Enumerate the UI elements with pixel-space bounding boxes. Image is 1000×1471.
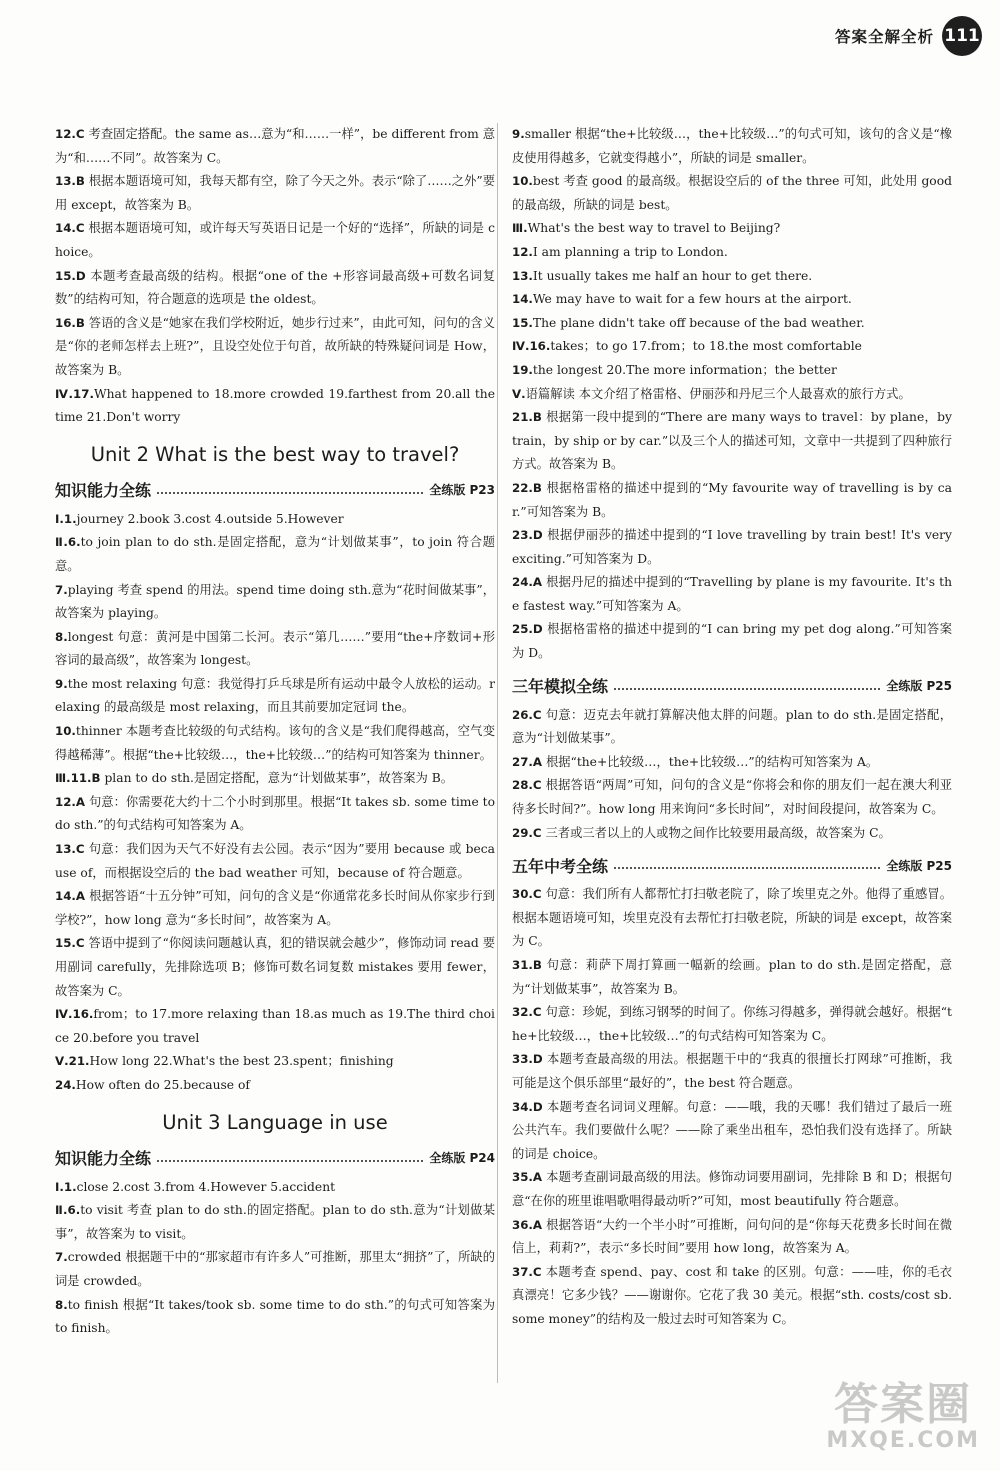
answer-entry — [55, 123, 495, 170]
answer-entry — [512, 524, 952, 571]
section-page-ref: 全练版 P24 — [429, 1151, 495, 1166]
answer-text: the most relaxing 句意：我觉得打乒乓球是所有运动中最令人放松的运动。relaxing 的最高级是 most relaxing，而且其前要加定冠词 the。 — [55, 676, 495, 715]
answer-entry — [512, 288, 952, 312]
answer-number: 22.B — [512, 480, 542, 495]
answer-text: I am planning a trip to London. — [532, 244, 728, 259]
answer-entry — [512, 359, 952, 383]
section-header-zhishi-1 — [55, 476, 495, 504]
answer-text: thinner 本题考查比较级的句式结构。该句的含义是“我们爬得越高，空气变得越稀薄”。根据“the+比较级…，the+比较级…”的结构可知答案为 thinner。 — [55, 724, 495, 762]
section-name: 知识能力全练 — [55, 1149, 152, 1169]
answer-entry — [512, 1001, 952, 1048]
answer-entry — [55, 312, 495, 383]
answer-number: 12. — [512, 244, 533, 259]
answer-number: 37.C — [512, 1264, 542, 1279]
answer-number: 24. — [55, 1077, 76, 1092]
answer-number: 14.C — [55, 221, 85, 236]
answer-text: 本题考查最高级的结构。根据“one of the +形容词最高级+可数名词复数”的结构可知，符合题意的选项是 the oldest。 — [55, 268, 495, 307]
answer-text: 根据格雷格的描述中提到的“I can bring my pet dog along.”可知答案为 D。 — [512, 622, 952, 661]
answer-text: 根据答语“两周”可知，问句的含义是“你将会和你的朋友们一起在澳大利亚待多长时间?”。how long 用来询问“多长时间”，对时间段提问，故答案为 C。 — [512, 778, 952, 817]
left-entries-a — [55, 123, 495, 430]
answer-entry — [55, 885, 495, 932]
answer-text: 根据格雷格的描述中提到的“My favourite way of travelling is by car.”可知答案为 B。 — [512, 480, 952, 519]
answer-entry — [512, 123, 952, 170]
answer-number: 15.D — [55, 268, 86, 283]
section-header-sannian — [512, 672, 952, 700]
answer-number: 13.B — [55, 174, 85, 189]
answer-number: Ⅱ.6. — [55, 1203, 81, 1218]
answer-number: 19. — [512, 362, 533, 377]
dotted-leader — [157, 1160, 423, 1162]
answer-text: 三者或三者以上的人或物之间作比较要用最高级，故答案为 C。 — [541, 825, 891, 840]
answer-text: close 2.cost 3.from 4.However 5.accident — [76, 1179, 336, 1194]
answer-number: 13. — [512, 268, 533, 283]
answer-entry — [512, 335, 952, 359]
section-header-wunian — [512, 851, 952, 879]
answer-number: 16.B — [55, 315, 85, 330]
answer-text: 句意：你需要花大约十二个小时到那里。根据“It takes sb. some time to do sth.”的句式结构可知答案为 A。 — [55, 794, 495, 833]
answer-number: Ⅱ.6. — [55, 535, 81, 550]
answer-text: playing 考查 spend 的用法。spend time doing sth.意为“花时间做某事”，故答案为 playing。 — [55, 582, 495, 621]
answer-entry — [512, 1096, 952, 1167]
answer-text: best 考查 good 的最高级。根据设空后的 of the three 可知，此处用 good 的最高级，所缺的词是 best。 — [512, 174, 952, 212]
answer-entry — [512, 883, 952, 954]
right-entries-b — [512, 704, 952, 846]
answer-text: crowded 根据题干中的“那家超市有许多人”可推断，那里太“拥挤”了，所缺的词是 crowded。 — [55, 1250, 495, 1288]
answer-text: journey 2.book 3.cost 4.outside 5.However — [76, 511, 344, 526]
answer-entry — [512, 1166, 952, 1213]
answer-number: 13.C — [55, 842, 85, 857]
answer-entry — [512, 383, 952, 407]
answer-entry — [512, 217, 952, 241]
answer-entry — [55, 508, 495, 532]
answer-number: Ⅴ.21. — [55, 1054, 90, 1069]
answer-text: We may have to wait for a few hours at the airport. — [532, 292, 852, 307]
answer-number: 28.C — [512, 778, 542, 793]
answer-text: 根据答语“大约一个半小时”可推断，问句问的是“你每天花费多长时间在微信上，莉莉?”，表示“多长时间”要用 how long，故答案为 A。 — [512, 1217, 952, 1256]
answer-number: 24.A — [512, 575, 543, 590]
answer-text: to finish 根据“It takes/took sb. some time to do sth.”的句式可知答案为 to finish。 — [55, 1297, 495, 1336]
answer-text: 根据本题语境可知，或许每天写英语日记是一个好的“选择”，所缺的词是 choice。 — [55, 221, 495, 259]
answer-entry — [55, 626, 495, 673]
page-number-badge: 111 — [942, 16, 982, 56]
answer-entry — [55, 579, 495, 626]
section-page-ref: 全练版 P25 — [886, 679, 952, 694]
answer-entry — [512, 751, 952, 775]
answer-text: The plane didn't take off because of the bad weather. — [532, 315, 865, 330]
answer-text: 本题考查名词词义理解。句意：——哦，我的天哪！我们错过了最后一班公共汽车。我们要做什么呢？——除了乘坐出租车，恐怕我们没有选择了。所缺的词是 choice。 — [512, 1099, 952, 1161]
answer-number: Ⅲ.11.B — [55, 771, 101, 786]
answer-entry — [512, 704, 952, 751]
answer-number: 27.A — [512, 754, 543, 769]
answer-number: Ⅳ.17. — [55, 386, 94, 401]
unit2-title: Unit 2 What is the best way to travel? — [90, 442, 460, 466]
answer-text: the longest 20.The more information；the better — [532, 362, 837, 377]
answer-number: 9. — [512, 127, 525, 141]
answer-text: to visit 考查 plan to do sth.的固定搭配。plan to do sth.意为“计划做某事”，故答案为 to visit。 — [55, 1203, 495, 1241]
right-entries-c — [512, 883, 952, 1331]
answer-number: 35.A — [512, 1170, 543, 1185]
dotted-leader — [614, 867, 880, 869]
section-name: 知识能力全练 — [55, 481, 152, 501]
answer-text: 句意：我们所有人都帮忙打扫敬老院了，除了埃里克之外。他得了重感冒。根据本题语境可知，埃里克没有去帮忙打扫敬老院，所缺的词是 except，故答案为 C。 — [512, 887, 952, 949]
answer-number: Ⅳ.16. — [512, 339, 551, 354]
answer-entry — [512, 618, 952, 665]
answer-number: 21.B — [512, 410, 542, 425]
answer-text: 考查固定搭配。the same as…意为“和……一样”，be different from 意为“和……不同”。故答案为 C。 — [55, 127, 495, 165]
answer-number: 34.D — [512, 1099, 543, 1114]
left-entries-c — [55, 1176, 495, 1341]
watermark-url: MXQE.COM — [826, 1428, 980, 1453]
answer-text: How long 22.What's the best 23.spent；finishing — [89, 1054, 394, 1069]
answer-entry — [55, 1176, 495, 1200]
answer-entry — [512, 312, 952, 336]
answer-entry — [55, 1199, 495, 1246]
answer-entry — [512, 954, 952, 1001]
answer-number: 12.A — [55, 794, 86, 809]
answer-text: 根据本题语境可知，我每天都有空，除了今天之外。表示“除了……之外”要用 except，故答案为 B。 — [55, 174, 495, 212]
answer-entry — [512, 1048, 952, 1095]
answer-number: Ⅰ.1. — [55, 511, 77, 526]
answer-text: 本题考查最高级的用法。根据题干中的“我真的很擅长打网球”可推断，我可能是这个俱乐部里“最好的”，the best 符合题意。 — [512, 1052, 952, 1090]
answer-number: 15.C — [55, 936, 85, 951]
answer-number: Ⅳ.16. — [55, 1007, 94, 1022]
answer-text: 句意：莉萨下周打算画一幅新的绘画。plan to do sth.是固定搭配，意为“计划做某事”，故答案为 B。 — [512, 958, 952, 996]
answer-number: 31.B — [512, 958, 542, 972]
answer-entry — [55, 1246, 495, 1293]
right-column — [512, 123, 952, 1332]
answer-text: 本题考查副词最高级的用法。修饰动词要用副词，先排除 B 和 D；根据句意“在你的班里谁唱歌唱得最动听?”可知，most beautifully 符合题意。 — [512, 1170, 952, 1208]
answer-entry — [55, 1003, 495, 1050]
answer-text: 本题考查 spend、pay、cost 和 take 的区别。句意：——哇，你的毛衣真漂亮！它多少钱？——谢谢你。它花了我 30 美元。根据“sth. costs/cost sb. some money”的结构及一般过去时可知答案为 C。 — [512, 1264, 952, 1326]
page-header — [835, 16, 982, 56]
header-title: 答案全解全析 — [834, 28, 934, 46]
answer-text: 答语中提到了“你阅读问题越认真，犯的错误就会越少”，修饰动词 read 要用副词 carefully，先排除选项 B；修饰可数名词复数 mistakes 要用 fewer，故答案为 C。 — [55, 936, 495, 998]
answer-entry — [55, 838, 495, 885]
answer-entry — [512, 477, 952, 524]
answer-entry — [55, 767, 495, 791]
answer-number: 9. — [55, 676, 68, 691]
answer-number: Ⅰ.1. — [55, 1179, 77, 1194]
section-name: 三年模拟全练 — [512, 677, 609, 697]
answer-number: Ⅴ. — [512, 386, 526, 401]
answer-number: 15. — [512, 315, 533, 330]
answer-entry — [512, 265, 952, 289]
answer-number: 30.C — [512, 887, 542, 902]
left-entries-b — [55, 508, 495, 1098]
section-page-ref: 全练版 P23 — [429, 483, 495, 498]
answer-text: 答语的含义是“她家在我们学校附近，她步行过来”，由此可知，问句的含义是“你的老师怎样去上班?”，且设空处位于句首，故所缺的特殊疑问词是 How，故答案为 B。 — [55, 315, 495, 377]
answer-text: from；to 17.more relaxing than 18.as much as 19.The third choice 20.before you travel — [55, 1007, 495, 1045]
answer-number: 8. — [55, 629, 68, 644]
answer-entry — [512, 1261, 952, 1332]
answer-text: 根据答语“十五分钟”可知，问句的含义是“你通常花多长时间从你家步行到学校?”，how long 意为“多长时间”，故答案为 A。 — [55, 889, 495, 927]
answer-entry — [55, 265, 495, 312]
answer-text: It usually takes me half an hour to get there. — [532, 268, 813, 283]
answer-number: 32.C — [512, 1005, 542, 1020]
section-page-ref: 全练版 P25 — [886, 858, 952, 873]
answer-entry — [55, 383, 495, 430]
answer-entry — [512, 1214, 952, 1261]
answer-text: takes；to go 17.from；to 18.the most comfortable — [550, 339, 862, 354]
answer-entry — [512, 406, 952, 477]
answer-number: 29.C — [512, 825, 542, 840]
answer-text: plan to do sth.是固定搭配，意为“计划做某事”，故答案为 B。 — [100, 771, 454, 786]
answer-entry — [55, 720, 495, 767]
answer-entry — [55, 791, 495, 838]
left-column — [55, 123, 495, 1341]
answer-entry — [512, 822, 952, 846]
answer-number: 23.D — [512, 528, 543, 543]
answer-number: 14.A — [55, 889, 86, 904]
dotted-leader — [157, 492, 423, 494]
answer-text: longest 句意：黄河是中国第二长河。表示“第几……”要用“the+序数词+形容词的最高级”，故答案为 longest。 — [55, 629, 495, 668]
answer-text: 句意：迈克去年就打算解决他太胖的问题。plan to do sth.是固定搭配，意为“计划做某事”。 — [512, 707, 952, 746]
right-entries-a — [512, 123, 952, 666]
answer-text: 根据伊丽莎的描述中提到的“I love travelling by train best! It's very exciting.”可知答案为 D。 — [512, 528, 952, 566]
answer-text: How often do 25.because of — [75, 1077, 250, 1092]
section-header-zhishi-2 — [55, 1144, 495, 1172]
watermark-logo: 答案圈 — [834, 1379, 973, 1430]
answer-text: 句意：我们因为天气不好没有去公园。表示“因为”要用 because 或 because of，而根据设空后的 the bad weather 可知，because of 符合题意。 — [55, 842, 495, 880]
section-name: 五年中考全练 — [512, 856, 609, 876]
answer-entry — [512, 774, 952, 821]
site-watermark — [826, 1379, 980, 1453]
answer-number: 36.A — [512, 1217, 543, 1232]
answer-number: 7. — [55, 1250, 68, 1265]
unit3-title: Unit 3 Language in use — [162, 1110, 388, 1134]
answer-text: What happened to 18.more crowded 19.farthest from 20.all the time 21.Don't worry — [55, 386, 496, 425]
answer-number: 10. — [512, 174, 533, 189]
answer-entry — [55, 1294, 495, 1341]
column-divider — [497, 123, 498, 1383]
answer-text: 根据丹尼的描述中提到的“Travelling by plane is my favourite. It's the fastest way.”可知答案为 A。 — [512, 575, 952, 613]
dotted-leader — [614, 688, 880, 690]
answer-entry — [55, 170, 495, 217]
answer-number: 12.C — [55, 127, 85, 141]
answer-text: to join plan to do sth.是固定搭配，意为“计划做某事”，to join 符合题意。 — [55, 535, 495, 573]
answer-number: 14. — [512, 292, 533, 307]
answer-entry — [512, 170, 952, 217]
answer-text: smaller 根据“the+比较级…，the+比较级…”的句式可知，该句的含义是“橡皮使用得越多，它就变得越小”，所缺的词是 smaller。 — [512, 127, 952, 165]
answer-number: Ⅲ. — [512, 221, 528, 236]
answer-number: 7. — [55, 582, 68, 597]
answer-text: 根据“the+比较级…，the+比较级…”的结构可知答案为 A。 — [542, 754, 879, 769]
answer-number: 25.D — [512, 622, 543, 637]
answer-entry — [512, 241, 952, 265]
answer-entry — [55, 673, 495, 720]
answer-entry — [55, 932, 495, 1003]
answer-text: 根据第一段中提到的“There are many ways to travel：by plane，by train，by ship or by car.”以及三个人的描述可知，文章中一共提到了四种旅行方式。故答案为 B。 — [512, 410, 952, 472]
answer-number: 33.D — [512, 1052, 543, 1067]
answer-number: 26.C — [512, 707, 542, 722]
answer-text: What's the best way to travel to Beijing? — [527, 221, 781, 236]
answer-entry — [55, 1074, 495, 1098]
answer-entry — [55, 1050, 495, 1074]
answer-text: 语篇解读 本文介绍了格雷格、伊丽莎和丹尼三个人最喜欢的旅行方式。 — [525, 386, 911, 401]
answer-number: 10. — [55, 724, 76, 739]
answer-entry — [512, 571, 952, 618]
answer-entry — [55, 531, 495, 578]
answer-entry — [55, 217, 495, 264]
answer-text: 句意：珍妮，到练习钢琴的时间了。你练习得越多，弹得就会越好。根据“the+比较级…，the+比较级…”的句式结构可知答案为 C。 — [512, 1005, 952, 1043]
answer-number: 8. — [55, 1297, 68, 1312]
